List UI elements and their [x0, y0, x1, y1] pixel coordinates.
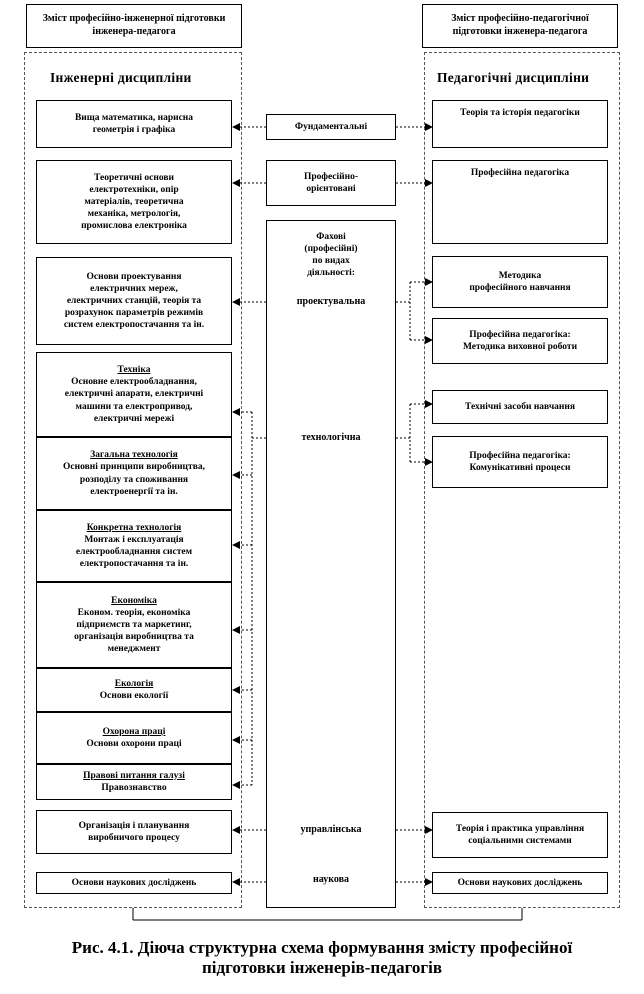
left-box-math: Вища математика, нарисна геометрія і графіка — [36, 100, 232, 148]
pedagogical-section-title: Педагогічні дисципліни — [437, 70, 590, 85]
right-box-upbringing-methods: Професійна педагогіка: Методика виховної роботи — [432, 318, 608, 364]
left-box-research-basics: Основи наукових досліджень — [36, 872, 232, 894]
left-box-technique: Техніка Основне електрообладнання, електричні апарати, електричні машини та електропривод, електричні мережі — [36, 352, 232, 437]
center-box-prof-oriented: Професійно- орієнтовані — [266, 160, 396, 206]
left-box-economics: Економіка Економ. теорія, економіка підприємств та маркетинг, організація виробництва та менеджмент — [36, 582, 232, 668]
right-box-prof-pedagogy: Професійна педагогіка — [432, 160, 608, 244]
left-box-design-basics: Основи проектування електричних мереж, електричних станцій, теорія та розрахунок параметрів режимів систем електропостачання та ін. — [36, 257, 232, 345]
figure-caption: Рис. 4.1. Діюча структурна схема формування змісту професійної підготовки інженерів-педагогів — [71, 938, 573, 978]
right-box-pedagogy-theory: Теорія та історія педагогіки — [432, 100, 608, 148]
left-box-specific-technology: Конкретна технологія Монтаж і експлуатація електрообладнання систем електропостачання та ін. — [36, 510, 232, 582]
left-box-legal-issues: Правові питання галузі Правознавство — [36, 764, 232, 800]
engineering-content-header: Зміст професійно-інженерної підготовки інженера-педагога — [26, 4, 242, 48]
activity-managerial: управлінська — [300, 824, 362, 835]
left-box-production-planning: Організація і планування виробничого процесу — [36, 810, 232, 854]
left-box-ecology: Екологія Основи екології — [36, 668, 232, 712]
left-box-labor-safety: Охорона праці Основи охорони праці — [36, 712, 232, 764]
right-box-communication: Професійна педагогіка: Комунікативні процеси — [432, 436, 608, 488]
center-box-fundamental: Фундаментальні — [266, 114, 396, 140]
pedagogical-content-header: Зміст професійно-педагогічної підготовки інженера-педагога — [422, 4, 618, 48]
center-box-faculty: Фахові (професійні) по видах діяльності: — [266, 220, 396, 908]
right-box-social-management: Теорія і практика управління соціальними системами — [432, 812, 608, 858]
right-box-research-basics: Основи наукових досліджень — [432, 872, 608, 894]
activity-technological: технологічна — [301, 432, 361, 443]
right-box-technical-means: Технічні засоби навчання — [432, 390, 608, 424]
engineering-section-title: Інженерні дисципліни — [50, 70, 192, 85]
right-box-teaching-methods: Методика професійного навчання — [432, 256, 608, 308]
left-box-general-technology: Загальна технологія Основні принципи виробництва, розподілу та споживання електроенергії та ін. — [36, 437, 232, 510]
left-box-theoretical-basics: Теоретичні основи електротехніки, опір матеріалів, теоретична механіка, метрологія, промислова електроніка — [36, 160, 232, 244]
activity-scientific: наукова — [312, 874, 350, 885]
activity-projecting: проектувальна — [296, 296, 366, 307]
